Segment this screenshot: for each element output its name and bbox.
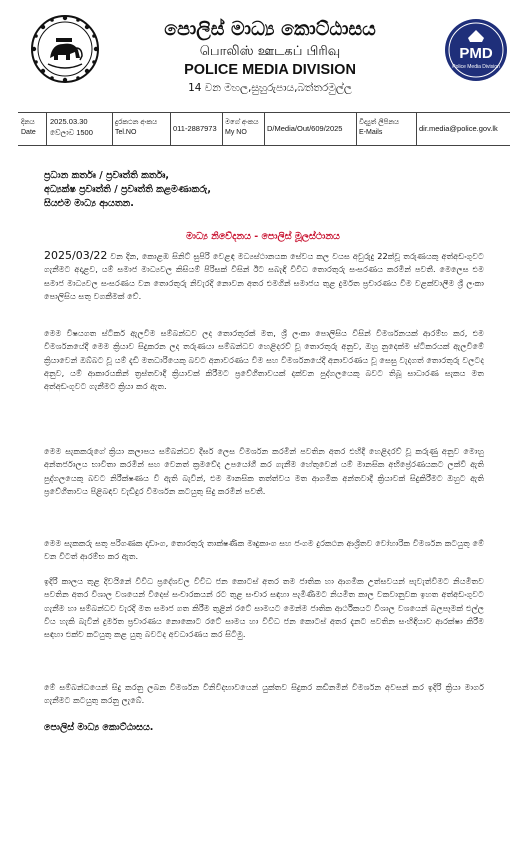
press-release-title: මාධ්‍ය නිවේදනය - පොලිස් මූලස්ථානය (186, 231, 340, 242)
date-value-cell (48, 113, 108, 145)
body-paragraph-4: මෙම සැකකරු සතු පරිගණක දෘඩාංග, තොරතුරු තාක්ෂණික මෘදුකාංග සහ ජංගම දුරකථන ආශ්‍රිතව වෝහාරික විමර්ශන කටයුතු මේ වන විටත් ආරම්භ කර ඇත. (44, 538, 484, 562)
header-sinhala-title: පොලිස් මාධ්‍ය කොට්ඨාසය (164, 18, 376, 40)
date-label-si: දිනය (21, 119, 35, 126)
recipient-line: සියළුම මාධ්‍ය ආයතන. (44, 198, 134, 209)
email-label-si: විද්‍යුත් ලිපිනය (359, 119, 400, 126)
myno-value-cell (264, 113, 354, 145)
email-value-cell (416, 113, 510, 145)
myno-label-si: මගේ අංකය (225, 119, 259, 126)
myno-cell (222, 113, 262, 145)
tel-value-cell (170, 113, 220, 145)
email-label-en: E-Mails (359, 129, 383, 136)
date-value: 2025.03.30 (50, 117, 88, 126)
myno-value: D/Media/Out/609/2025 (267, 124, 343, 133)
time-label: වේලාව (50, 128, 75, 137)
pmd-logo-icon (444, 18, 508, 82)
signature: පොලිස් මාධ්‍ය කොට්ඨාසය. (44, 722, 154, 733)
recipient-line: ප්‍රධාන කර්තෘ / ප්‍රවෘත්ති කර්තෘ, (44, 170, 170, 181)
header-english-title: POLICE MEDIA DIVISION (184, 62, 356, 78)
sri-lanka-police-emblem-icon (30, 14, 100, 84)
body-paragraph-1-text: වන දින, කොළඹ සිනිට් සුපිරි වෙළඳ මධ්‍යස්ථානයක සේවය කල වයස අවුරුදු 22ක්වූ තරුණයකු අත්අඩංගුවට ගැනීමට අදාළව, යම් සමාජ මාධ්‍යවල කිසියම් පිරිසක් විසින් ඊට සබැඳි විවිධ තොරතුරු සංසරණය කරමින් පවතී. මෙලෙස එම සමාජ මාධ්‍යවල සංසරණය වන තොරතුරු නිවැරදි නොවන අතර එමගින් සමාජය තුළ දුර්මත ප්‍රචාරණය වීම වළක්වාලීම ශ්‍රී ලංකා පොලිසිය සතු වගකීමක් වේ. (44, 251, 484, 301)
body-paragraph-3: මෙම සැකකරුගේ ක්‍රියා කලාපය සම්බන්ධව දීර්ඝ ලෙස විමර්ශන කරමින් පවතින අතර එහිදී හෙළිදරව් වූ කරුණු අනුව මොහු අන්තර්ජාලය භාවිතා කරමින් සහ වෙනත් ක්‍රමවේද උපයෝගී කර ගැනීම හේතුවෙන් යම් මානසික අභිප්‍රේරණයකට ලක්වී ඇති පුද්ගලයෙකු බවට නිරීක්ෂණය වී ඇති බැවින්, එම මානසික තත්ත්වය මත ආගමික අන්තවාදී ක්‍රියාවක් සිදුකිරීමට ඔහුට ඇති ප්‍රවේගීතාවය පිළිබඳව වැඩිදුර විමර්ශන කටයුතු සිදු කරමින් පවතී. (44, 446, 484, 496)
pmd-logo-text: PMD (459, 45, 493, 62)
info-bar (18, 112, 510, 146)
myno-label-en: My NO (225, 129, 247, 136)
tel-value: 011-2887973 (173, 124, 217, 133)
date-label-en: Date (21, 129, 36, 136)
time-value: 1500 (76, 128, 93, 137)
recipient-line: අධ්‍යක්ෂ ප්‍රවෘත්ති / ප්‍රවෘත්ති කළමණාකරු, (44, 184, 211, 195)
pmd-logo-subtext: Police Media Division (452, 64, 500, 70)
tel-label-en: Tel.NO (115, 129, 137, 136)
incident-date: 2025/03/22 (44, 249, 108, 262)
email-value: dir.media@police.gov.lk (419, 124, 498, 133)
header-address: 14 වන මහල,සුහුරුපාය,බත්තරමුල්ල (188, 82, 352, 94)
tel-label-si: දුරකථන අංකය (115, 119, 158, 126)
email-cell (356, 113, 414, 145)
tel-cell (112, 113, 168, 145)
body-paragraph-2: මෙම විෂයගත ස්ටිකර් ඇලවීම සම්බන්ධව ලද තොරතුරක් මත, ශ්‍රී ලංකා පොලිසිය විසින් විමර්ශනයක් ආරම්භ කර, එම විමර්ශනයේදී මෙම ක්‍රියාව සිදුකරන ලද තරුණයා සම්බන්ධව හෙළිදරව් වූ තොරතුරු අනුව, ඔහු නුදෙක්ම ස්ටිකරයක් ඇලවීමේ ක්‍රියාවෙන් ඔබ්බට වූ යම් දැඩි මතධාරියෙකු බවට අනාවරණය වීම සහ විමර්ශනයේදී අනාවරණය වූ සෙසු වැදගත් තොරතුරු වලටද අනුව, යම් ආකාරයකින් ත්‍රස්තවාදී ක්‍රියාවක් කිරීමට ප්‍රවේගීතාවයක් දක්වන පුද්ගලයෙකු බවට තිබූ සාධාරණ සැකය මත අත්අඩංගුවට ගැනීමට ක්‍රියා කර ඇත. (44, 328, 484, 392)
header-tamil-title: பொலிஸ் ஊடகப் பிரிவு (199, 44, 341, 59)
body-paragraph-1 (44, 249, 484, 317)
body-paragraph-5: ඉදිරි කාලය තුළ දිවයිනේ විවිධ ප්‍රදේශවල විවිධ ජන කොටස් අතර තම ජාතික හා ආගමික උත්සවයන් පැවැත්වීමට නියමිතව පවතින අතර විශාල වශයෙන් විදෙස් සංචාරකයන් රට තුළ සංචාර සඳහා පැමිණීමට නියමිත කාල වකවානුවක ඉහත අත්අඩංගුවට ගැනීම හා සම්බන්ධව වැරදි මත සමාජ ගත කිරීම තුළින් රටේ සාමයට මෙන්ම ජාතික ආර්ථිකයට විශාල වශයෙන් බලපෑමක් එල්ල විය හැකි බැවින් දුර්මත ප්‍රචාරණය නොකොට රටේ සාමය හා විවිධ ජන කොටස් අතර දැනට පවතින සංහිඳියාව ආරක්ෂා කිරීම සඳහා එක්ව කටයුතු කළ යුතු බවටද අවධාරණය කර සිටිමු. (44, 576, 484, 640)
body-paragraph-6: මේ සම්බන්ධයෙන් සිදු කරනු ලබන විමර්ශන විනිවිදභාවයෙන් යුක්තව සිදුකර කඩිනමින් විමර්ශන අවසන් කර ඉදිරි ක්‍රියා මාර්ග ගැනීමට කටයුතු කරනු ලැබේ. (44, 682, 484, 706)
